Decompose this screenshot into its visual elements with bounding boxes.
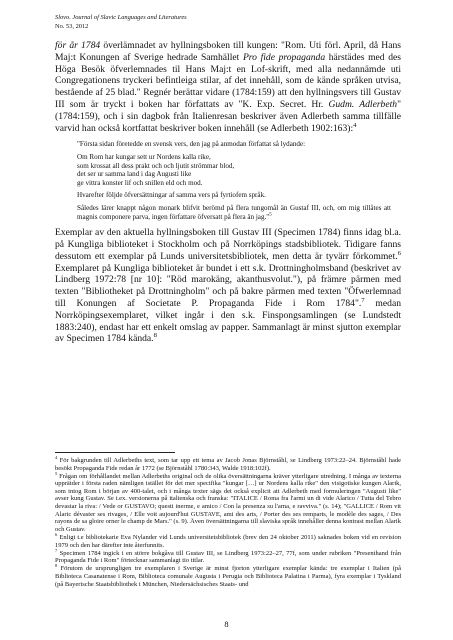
footnote-text: Specimen 1784 ingick i en större bokgåva till Gustav III, se Lindberg 1973:22–27, 77f, som under rubriken "Presenthand från Propaganda Fide i Rom" förtecknar sammanlagt tio titlar. [55,549,401,565]
text-run: Exemplaret på Kungliga biblioteket är bundet i ett s.k. Drottningholmsband (beskrivet av Lindberg 1972:78 [nr 10]: "Röd marokäng, akanthusvolut."), på främre pärmen med texten "Bibliotheket på Drottningholm" och på bakre pärmen med texten "Öfwerlemnad till Konungen af Societate P. Propaganda Fide i Rom 1784". [55,262,401,309]
footnote [55,565,401,588]
journal-title: Slovo. Journal of Slavic Languages and Literatures [55,14,187,21]
verse-line: det ser ur samma land i dag Augusti like [77,170,192,179]
footnotes [55,454,401,589]
text-run: Exemplar av den aktuella hyllningsboken till Gustav III (Specimen 1784) finns idag bl.a. på Kungliga biblioteket i Stockholm och på Norrköpings stadsbibliotek. Tidigare fanns dessutom ett exemplar på Lunds universitetsbibliotek, men detta är tyvärr förkommet. [55,227,401,262]
footnote-text: Frågan om förhållandet mellan Adlerbeths original och de olika översättningarna kräver ytterligare utredning. I många av texterna upprätder i första raden nämligen istället för det mer specifika "kungar […] ur Nordens kalla rike" den visigotiske kungen Alarik, som intog Rom i början av 400-talet, och i många texter sägs det också explicit att Adlerbeth med formuleringen "Augusti like" avser kung Gustav. Se t.ex. versionerna på italienska och franska: "ITALICE / Roma fra l'armi un di vide Alarico / Tutta del Tebro devastar la riva: / Vede or GUSTAVO; questi inerme, e amico / Con la presenza su l'arna, e ravviva." (s. 14); "GALLICE / Rom vit Alaric dévaster ses rivages, / Elle voit aujourd'hui GUSTAVE, ami des arts, / Porter des ses remparts, le modèle des sages, / Des rayons de sa gloire orner le champ de Mars." (s. 9). Även översättningarna till slaviska språk innehåller denna kontrast mellan Alarik och Gustav. [55,472,401,533]
footnote-number: 4 [55,454,58,460]
footnote [55,531,401,549]
verse-line: ge vittra konster lif och snillen eld och mod. [77,178,203,187]
footnote-marker: 5 [269,212,272,218]
paragraph-1 [55,40,401,134]
footnote-marker: 7 [361,296,365,304]
footnote [55,454,401,472]
verse-line: som krossat all dess prakt och och ljutit strömmar blod, [77,161,235,170]
italic-text: Pro fide propaganda [242,51,326,63]
italic-text: för år 1784 [55,40,101,51]
page-number: 8 [224,619,229,629]
quote-intro: "Första sidan företedde en svensk vers, den jag på anmodan författat så lydande: [77,140,306,149]
footnote [55,470,401,534]
main-text [55,40,401,345]
text-run: Således lärer knappt någon monark blifvit berömd på flera tungomål än Gustaf III, och, om mig tillåtes att magnis componere parva, ingen författare öfversatt på flera än jag." [77,203,391,221]
journal-volume: No. 53, 2012 [55,22,89,30]
italic-text: Gudm. Adlerbeth [328,98,398,110]
footnote-text: Enligt t.e bibliotekarie Eva Nylander vid Lunds universitetsbibliotek (brev den 24 oktober 2011) saknades boken vid en revision 1979 och den har därefter inte återfunnits. [55,533,401,549]
verse-line: Om Rom har kungar sett ur Nordens kalla rike, [77,152,211,161]
footnote-text: För bakgrunden till Adlerbeths text, som tar upp ett tema av Jacob Jonas Björnståhl, se Lindberg 1973:22–24. Björnståhl hade besökt Propaganda Fide redan år 1772 (se Björnståhl 1780:343, Walde 1918:102f). [55,457,401,472]
poem-verse [77,153,391,187]
text-run: " (1784:159), och i sin dagbok från Italienresan beskriver även Adlerbeth samma tillfälle varvid han också kortfattat beskriver boken innehåll (se Adlerbeth 1902:163): [55,98,402,134]
text-run: härstädes med des Höga Besök öfverlemnades til Hans Maj:t en Lof-skrift, med alla nedannämde uti Congregationens tryckeri befintleiga stilar, af det innehåll, som de kände språken utvisa, bestående af 25 blad." Regnér berättar vidare (1784:159) att den hyllningsvers till Gustav III som är tryckt i boken har författats av "K. Exp. Secret. Hr. [55,51,401,110]
block-quote [77,140,391,221]
quote-end [77,204,391,221]
footnote-number: 7 [55,547,58,553]
footnote-text: Förutom de ursprungligen tre exemplaren i Sverige är minst fjorton ytterligare exemplar kända: tre exemplar i Italien (på Biblioteca Casanatense i Rom, Biblioteca comunale Augusta i Perugia och Biblioteca Palatina i Parma), fyra exemplar i Tyskland (på Bayerische Staatsbibliothek i München, Niedersächsisches Staats- und [55,565,401,588]
footnote [55,547,401,565]
text-run: medan Norrköpingsexemplaret, vilket ingår i den s.k. Finspongsamlingen (se Lundstedt 1883:240), endast har ett enkelt omslag av papper. Sammanlagt är minst sjutton exemplar av Specimen 1784 kända. [55,297,401,345]
footnote-number: 5 [55,470,58,476]
footnote-separator [55,452,175,453]
footnote-marker: 6 [397,249,401,257]
paragraph-2 [55,227,401,345]
footnote-marker: 4 [353,121,357,129]
text-run: överlämnadet av hyllningsboken till kungen: "Rom. Uti förl. April, då Hans Maj:t Konungen af Sverige hedrade Samhället [55,40,402,63]
footnote-marker: 8 [153,332,157,340]
running-head [55,14,187,31]
footnote-number: 6 [55,531,58,537]
quote-middle: Hvarefter följde öfversättningar af samma vers på fyrtiofem språk. [77,191,266,200]
footnote-number: 8 [55,563,58,569]
